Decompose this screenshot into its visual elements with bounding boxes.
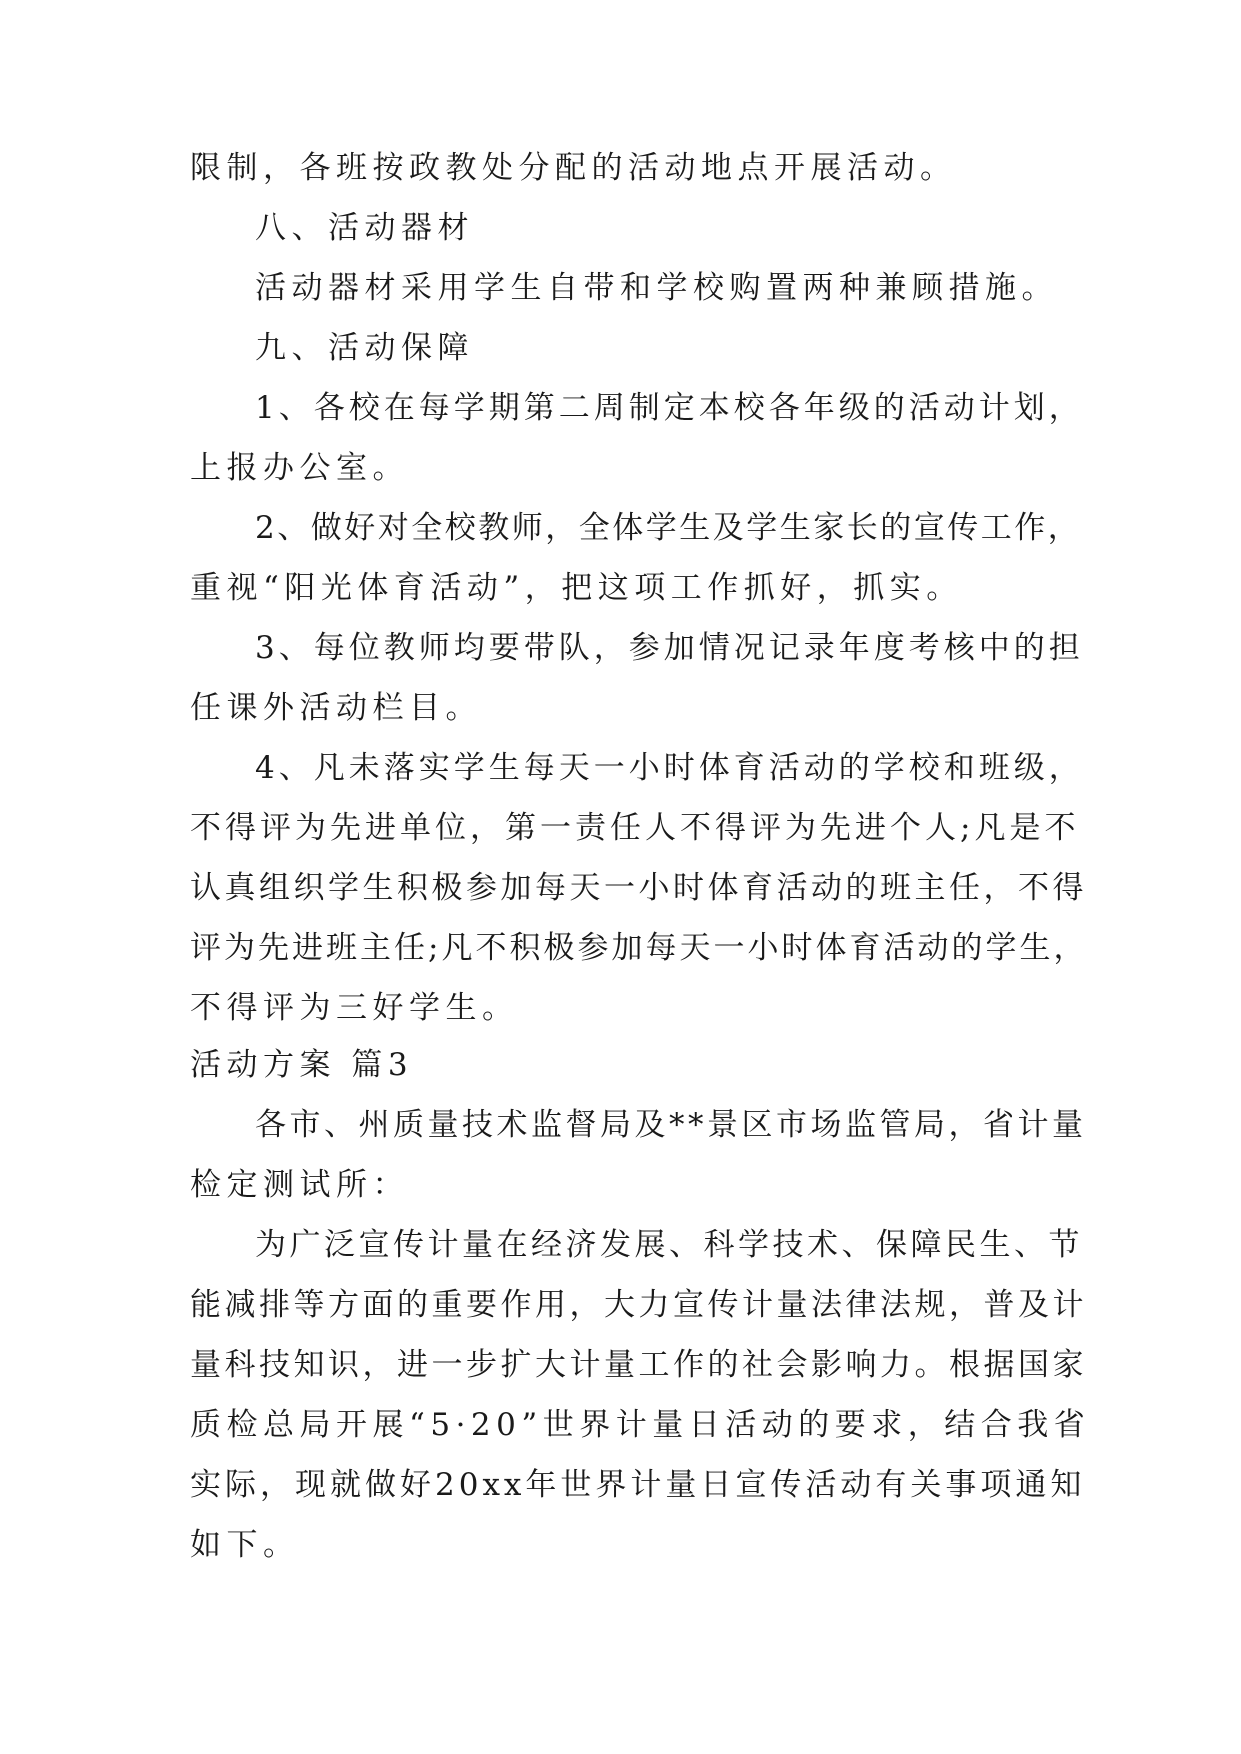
text-line: 上报办公室。	[190, 450, 409, 486]
text-line: 能减排等方面的重要作用，大力宣传计量法律法规，普及计	[190, 1287, 1087, 1323]
text-line: 2、做好对全校教师，全体学生及学生家长的宣传工作，	[255, 510, 1082, 546]
text-line: 各市、州质量技术监督局及**景区市场监管局，省计量	[255, 1107, 1087, 1143]
text-line: 实际，现就做好20xx年世界计量日宣传活动有关事项通知	[190, 1467, 1086, 1503]
text-line: 为广泛宣传计量在经济发展、科学技术、保障民生、节	[255, 1227, 1083, 1263]
text-line: 活动器材采用学生自带和学校购置两种兼顾措施。	[255, 270, 1058, 306]
text-line: 检定测试所：	[190, 1167, 409, 1203]
text-line: 任课外活动栏目。	[190, 690, 482, 726]
section-heading: 八、活动器材	[255, 210, 474, 246]
text-line: 3、每位教师均要带队，参加情况记录年度考核中的担	[255, 630, 1084, 666]
text-line: 限制，各班按政教处分配的活动地点开展活动。	[190, 150, 957, 186]
text-line: 认真组织学生积极参加每天一小时体育活动的班主任，不得	[190, 870, 1087, 906]
section-heading: 九、活动保障	[255, 330, 474, 366]
text-line: 量科技知识，进一步扩大计量工作的社会影响力。根据国家	[190, 1347, 1087, 1383]
text-line: 质检总局开展“5·20”世界计量日活动的要求，结合我省	[190, 1407, 1091, 1443]
text-line: 如下。	[190, 1527, 300, 1563]
text-line: 评为先进班主任;凡不积极参加每天一小时体育活动的学生，	[190, 930, 1088, 966]
text-line: 不得评为先进单位，第一责任人不得评为先进个人;凡是不	[190, 810, 1080, 846]
text-line: 1、各校在每学期第二周制定本校各年级的活动计划，	[255, 390, 1084, 426]
text-line: 不得评为三好学生。	[190, 990, 519, 1026]
text-line: 重视“阳光体育活动”，把这项工作抓好，抓实。	[190, 570, 963, 606]
text-line: 4、凡未落实学生每天一小时体育活动的学校和班级，	[255, 750, 1084, 786]
section-title: 活动方案 篇3	[190, 1047, 414, 1083]
